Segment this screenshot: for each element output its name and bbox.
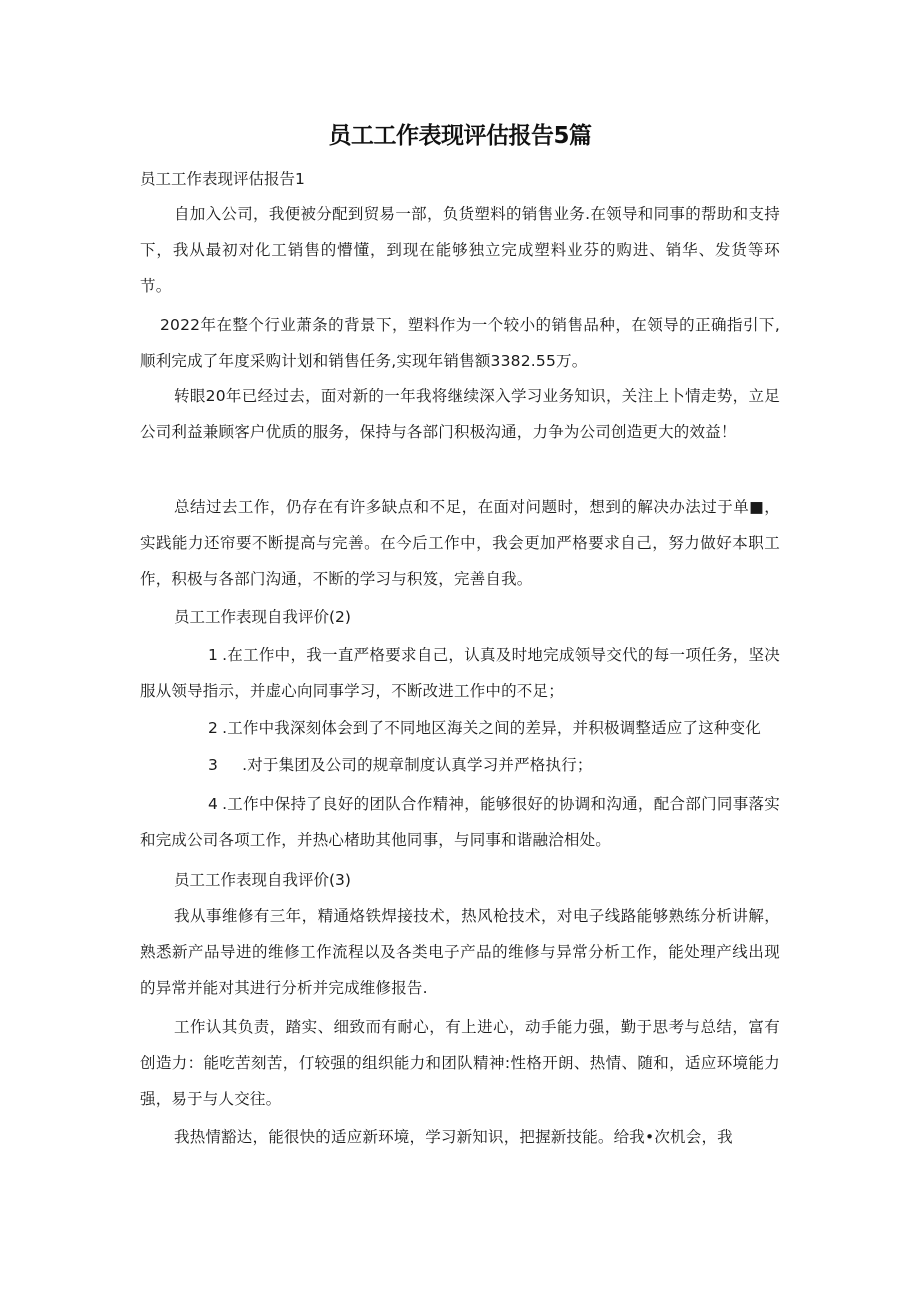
section1-heading: 员工工作表现评估报告1 xyxy=(140,170,305,188)
section2-item-4 xyxy=(140,786,780,858)
section2-item-3 xyxy=(140,747,780,783)
item-number: 2 xyxy=(208,719,219,737)
item-number: 1 xyxy=(208,646,219,664)
section3-paragraph-1: 我从事维修有三年，精通烙铁焊接技术，热风枪技术，对电子线路能够熟练分析讲解，熟悉新产品导进的维修工作流程以及各类电子产品的维修与异常分析工作，能处理产线出现的异常并能对其进行分析并完成维修报告. xyxy=(140,907,780,997)
item-text: .工作中我深刻体会到了不同地区海关之间的差异，并积极调整适应了这种变化 xyxy=(222,719,761,737)
item-text: .对于集团及公司的规章制度认真学习并严格执行； xyxy=(242,756,593,774)
section3-paragraph-3: 我热情豁达，能很快的适应新环境，学习新知识，把握新技能。给我•次机会，我 xyxy=(174,1128,733,1146)
document-title: 员工工作表现评估报告5篇 xyxy=(328,123,592,149)
section1-paragraph-3: 转眼20年已经过去，面对新的一年我将继续深入学习业务知识，关注上卜情走势，立足公司利益兼顾客户优质的服务，保持与各部门积极沟通，力争为公司创造更大的效益！ xyxy=(140,387,780,441)
section2-item-2 xyxy=(140,710,780,746)
section1-paragraph-2: 2022年在整个行业萧条的背景下，塑料作为一个较小的销售品种，在领导的正确指引下,顺利完成了年度采购计划和销售任务,实现年销售额3382.55万。 xyxy=(140,316,780,370)
item-text: .在工作中，我一直严格要求自己，认真及时地完成领导交代的每一项任务，坚决服从领导指示，并虚心向同事学习，不断改进工作中的不足； xyxy=(140,646,780,700)
section1-paragraph-4: 总结过去工作，仍存在有许多缺点和不足，在面对问题时，想到的解决办法过于单■，实践能力还帘要不断提高与完善。在今后工作中，我会更加严格要求自己，努力做好本职工作，积极与各部门沟通，不断的学习与积笈，完善自我。 xyxy=(140,498,780,588)
item-number: 4 xyxy=(208,795,219,813)
section1-paragraph-1: 自加入公司，我便被分配到贸易一部，负货塑料的销售业务.在领导和同事的帮助和支持下，我从最初对化工销售的懵懂，到现在能够独立完成塑料业芬的购进、销华、发货等环节。 xyxy=(140,205,780,295)
section3-paragraph-2: 工作认其负责，踏实、细致而有耐心，有上进心，动手能力强，勤于思考与总结，富有创造力：能吃苦刻苦，仃较强的组织能力和团队精神:性格开朗、热情、随和，适应环境能力强，易于与人交往。 xyxy=(140,1018,780,1108)
item-number: 3 xyxy=(208,756,219,774)
item-text: .工作中保持了良好的团队合作精神，能够很好的协调和沟通，配合部门同事落实和完成公司各项工作，并热心楮助其他同事，与同事和谐融洽相处。 xyxy=(140,795,780,849)
section2-item-1 xyxy=(140,637,780,709)
section2-heading: 员工工作表现自我评价(2) xyxy=(174,608,351,626)
section3-heading: 员工工作表现自我评价(3) xyxy=(174,871,351,889)
